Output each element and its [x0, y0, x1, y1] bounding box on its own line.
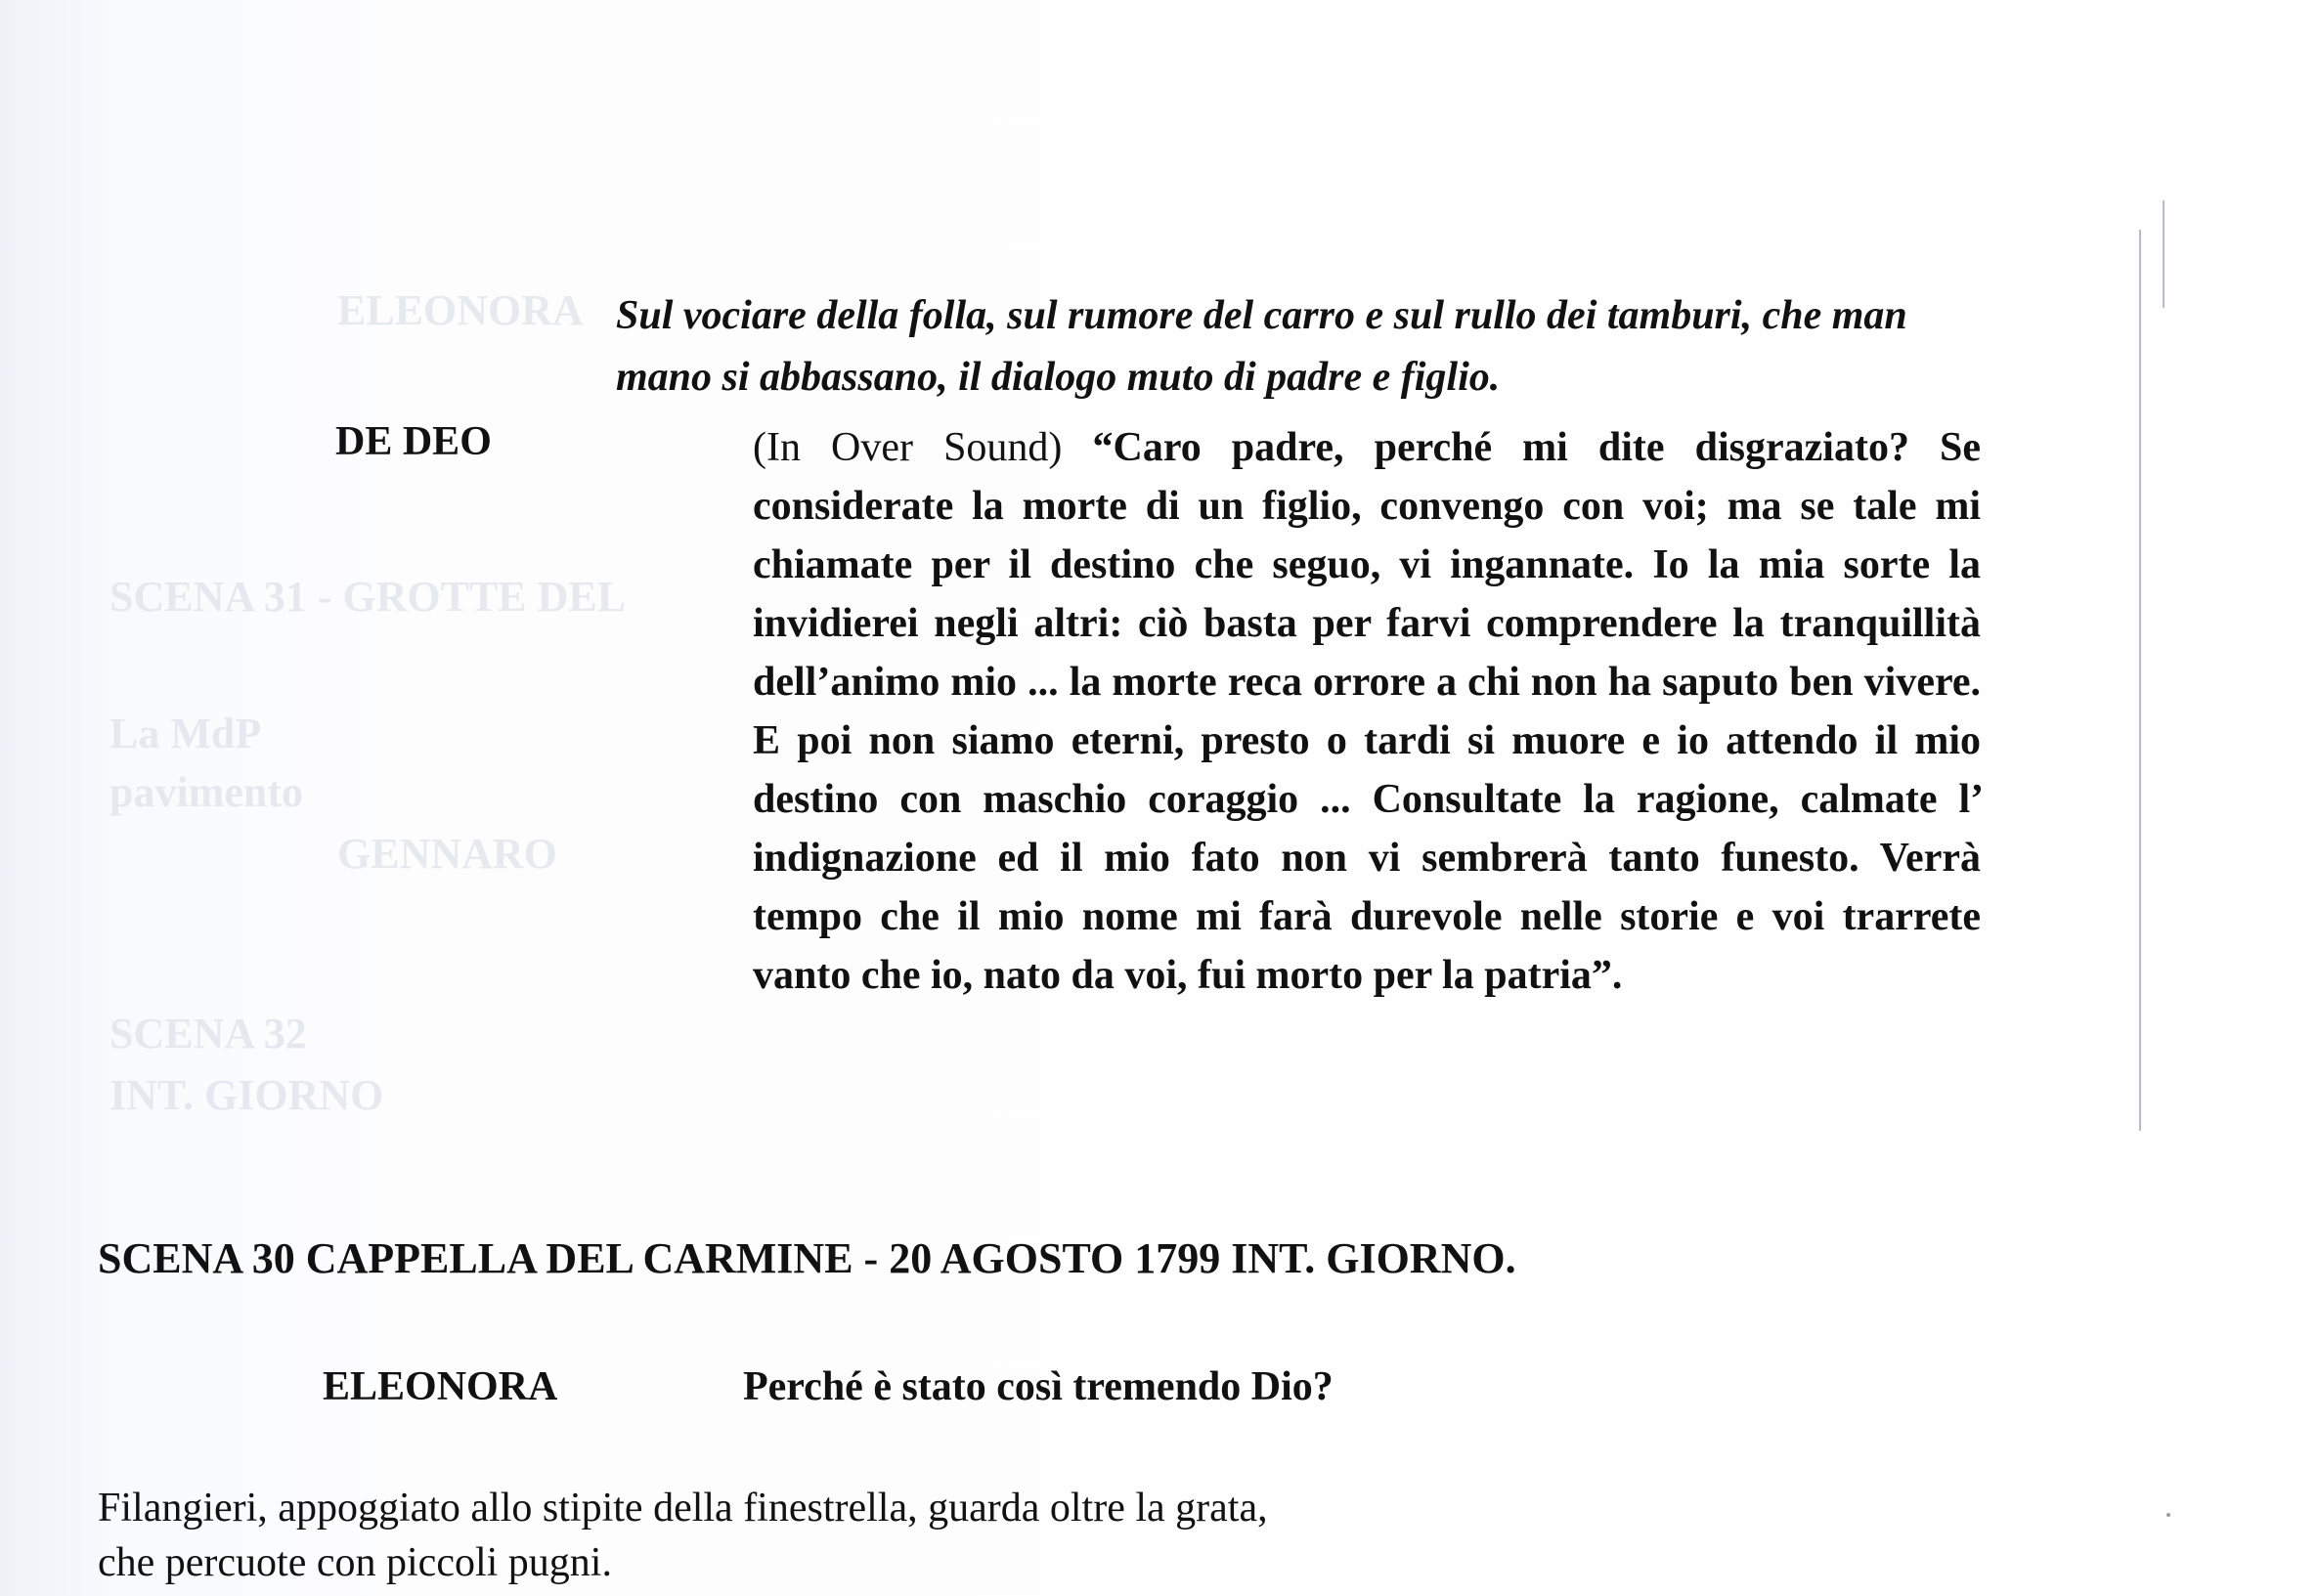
dialogue-line: eterni, presto o tardi si muore e io attendo il mio destino [753, 718, 1982, 822]
scan-speck [2166, 1513, 2170, 1517]
show-through-text: SCENA 32 [109, 1010, 307, 1057]
dialogue-line: “Caro padre, perché mi dite disgraziato? [1092, 425, 1909, 470]
dialogue-eleonora: Perché è stato così tremendo Dio? [743, 1364, 1334, 1409]
dialogue-line: voi trarrete vanto che io, nato da voi, fui morto per la [753, 894, 1981, 998]
parenthetical: (In Over Sound) [753, 425, 1063, 470]
dialogue-line: patria”. [1484, 953, 1623, 998]
dialogue-line: con maschio coraggio ... Consultate la ragione, calmate l’ [899, 777, 1981, 822]
dialogue-line: indignazione ed il mio fato non vi sembrerà tanto funesto. [753, 836, 1859, 881]
show-through-text: ELEONORA [337, 286, 584, 334]
dialogue-line: la mia sorte la invidierei negli altri: ciò basta per farvi [753, 542, 1982, 646]
margin-rule [2163, 200, 2165, 308]
show-through-text: pavimento [109, 768, 303, 816]
stage-direction-line: mano si abbassano, il dialogo muto di padre e figlio. [616, 355, 1501, 400]
dialogue-line: Se considerate la morte di un figlio, convengo con voi; ma [753, 425, 1982, 529]
stage-direction-line: Sul vociare della folla, sul rumore del carro e sul rullo dei tamburi, che man [616, 293, 1907, 338]
character-name-eleonora: ELEONORA [323, 1364, 558, 1409]
show-through-text: SCENA 31 - GROTTE DEL [109, 573, 627, 621]
dialogue-line: orrore a chi non ha saputo ben vivere. E poi non siamo [753, 660, 1981, 763]
scene-heading: SCENA 30 CAPPELLA DEL CARMINE - 20 AGOSTO 1799 INT. GIORNO. [98, 1234, 1516, 1282]
show-through-text: GENNARO [337, 830, 557, 878]
show-through-text: INT. GIORNO [109, 1071, 384, 1119]
dialogue-de-deo [753, 418, 1981, 1005]
action-paragraph [98, 1481, 1545, 1590]
dialogue-line: comprendere la tranquillità dell’animo mio ... la morte reca [753, 601, 1982, 705]
stage-direction [616, 285, 2141, 409]
action-line: Filangieri, appoggiato allo stipite della finestrella, guarda oltre la grata, [98, 1486, 1268, 1531]
show-through-text: La MdP [109, 710, 262, 757]
action-line: che percuote con piccoli pugni. [98, 1540, 612, 1585]
character-name-de-deo: DE DEO [335, 419, 492, 464]
dialogue-line: se tale mi chiamate per il destino che seguo, vi ingannate. Io [753, 484, 1982, 587]
dialogue-line: Verrà tempo che il mio nome mi farà durevole nelle storie e [753, 836, 1981, 939]
